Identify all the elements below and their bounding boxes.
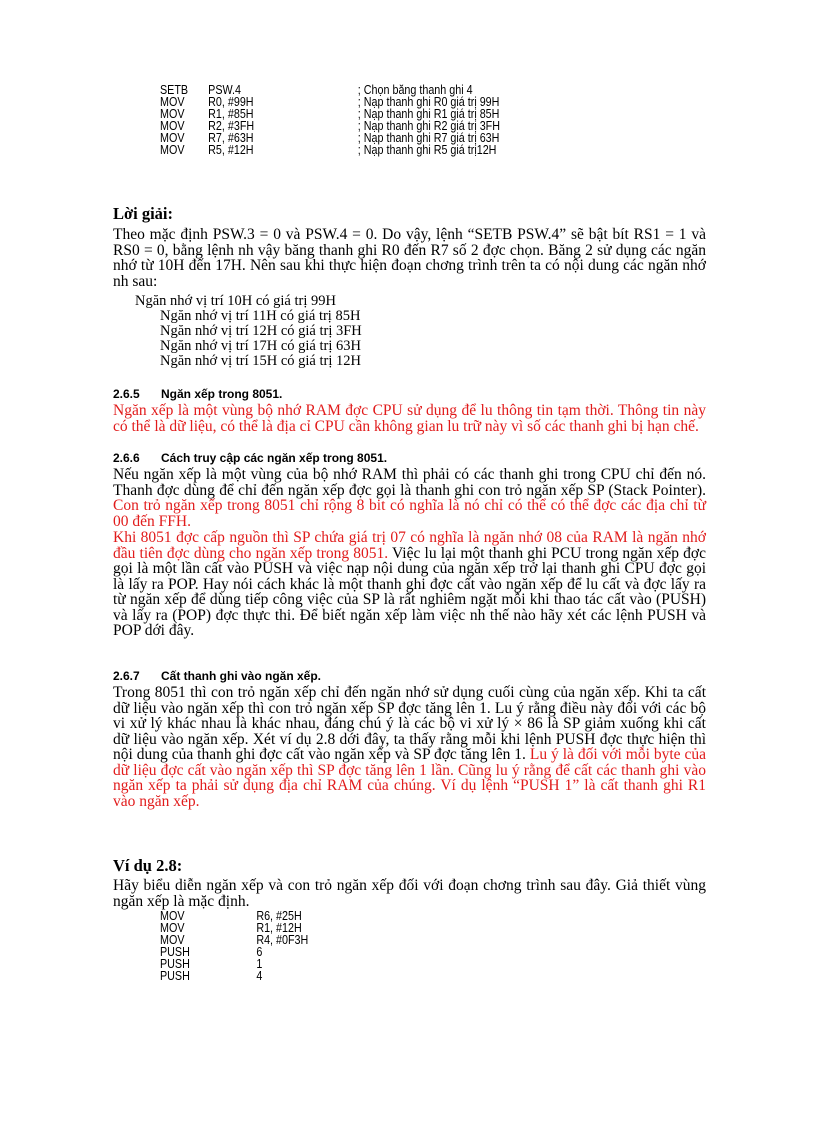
memory-line: Ngăn nhớ vị trí 17H có giá trị 63H <box>160 338 361 354</box>
solution-heading: Lời giải: <box>113 204 174 223</box>
section-heading-266: 2.6.6 Cách truy cập các ngăn xếp trong 8051. <box>113 451 388 465</box>
code-line: MOV R1, #12H <box>160 921 302 935</box>
section-267-paragraph: Trong 8051 thì con trỏ ngăn xếp chỉ đến ngăn nhớ sử dụng cuối cùng của ngăn xếp. Khi ta cất dữ liệu vào ngăn xếp thì con trỏ ngăn xếp SP đợc tăng lên 1. Lu ý rằng điều này đối với các bộ vi xử lý khác nhau là khác nhau, đáng chú ý là các bộ vi xử lý × 86 là SP giảm xuống khi cất dữ liệu vào ngăn xếp. Xét ví dụ 2.8 dới đây, ta thấy rằng mỗi khi lệnh PUSH đợc thực hiện thì nội dung của thanh ghi đợc cất vào ngăn xếp và SP đợc tăng lên 1. Lu ý là đối với mỗi byte của dữ liệu đợc cất vào ngăn xếp thì SP đợc tăng lên 1 lần. Cũng lu ý rằng để cất các thanh ghi vào ngăn xếp ta phải sử dụng địa chỉ RAM của chúng. Ví dụ lệnh “PUSH 1” là cất thanh ghi R1 vào ngăn xếp. <box>113 684 706 810</box>
code-line: MOV R2, #3FH ; Nạp thanh ghi R2 giá trị 3FH <box>160 119 501 133</box>
code-line: MOV R0, #99H ; Nạp thanh ghi R0 giá trị 99H <box>160 95 500 109</box>
section-266-paragraph-2: Khi 8051 đợc cấp nguồn thì SP chứa giá trị 07 có nghĩa là ngăn nhớ 08 của RAM là ngăn nhớ đầu tiên đợc dùng cho ngăn xếp trong 8051. Việc lu lại một thanh ghi PCU trong ngăn xếp đợc gọi là một lần cất vào PUSH và việc nạp nội dung của ngăn xếp trở lại thanh ghi CPU đợc gọi là lấy ra POP. Hay nói cách khác là một thanh ghi đợc cất vào ngăn xếp để lu cất và đợc lấy ra từ ngăn xếp để dùng tiếp công việc của SP là rất nghiêm ngặt mỗi khi thao tác cất vào (PUSH) và lấy ra (POP) đợc thực thi. Để biết ngăn xếp làm việc nh thế nào hãy xét các lệnh PUSH và POP dới đây. <box>113 529 706 639</box>
code-line: PUSH 1 <box>160 957 263 971</box>
example-heading: Ví dụ 2.8: <box>113 856 183 875</box>
memory-line: Ngăn nhớ vị trí 15H có giá trị 12H <box>160 353 361 369</box>
code-line: MOV R7, #63H ; Nạp thanh ghi R7 giá trị 63H <box>160 131 500 145</box>
memory-line: Ngăn nhớ vị trí 10H có giá trị 99H <box>135 293 336 309</box>
code-line: PUSH 4 <box>160 969 263 983</box>
code-line: PUSH 6 <box>160 945 263 959</box>
code-block-1 <box>160 84 500 156</box>
code-block-2 <box>160 910 308 982</box>
solution-text: Theo mặc định PSW.3 = 0 và PSW.4 = 0. Do vậy, lệnh “SETB PSW.4” sẽ bật bít RS1 = 1 và RS0 = 0, bằng lệnh nh vậy băng thanh ghi R0 đến R7 số 2 đợc chọn. Băng 2 sử dụng các ngăn nhớ từ 10H đến 17H. Nên sau khi thực hiện đoạn chơng trình trên ta có nội dung các ngăn nhớ nh sau: <box>113 226 706 290</box>
section-heading-267: 2.6.7 Cất thanh ghi vào ngăn xếp. <box>113 669 322 683</box>
code-line: MOV R4, #0F3H <box>160 933 309 947</box>
section-266-paragraph-1: Nếu ngăn xếp là một vùng của bộ nhớ RAM thì phải có các thanh ghi trong CPU chỉ đến nó. Thanh đợc dùng để chỉ đến ngăn xếp đợc gọi là thanh ghi con trỏ ngăn xếp SP (Stack Pointer). Con trỏ ngăn xếp trong 8051 chỉ rộng 8 bit có nghĩa là nó chỉ có thể có thể đợc các địa chỉ từ 00 đến FFH. <box>113 466 706 530</box>
section-265-text: Ngăn xếp là một vùng bộ nhớ RAM đợc CPU sử dụng để lu thông tin tạm thời. Thông tin này có thể là dữ liệu, có thể là địa cỉ CPU cần không gian lu trữ này vì số các thanh ghi bị hạn chế. <box>113 402 706 435</box>
code-line: MOV R1, #85H ; Nạp thanh ghi R1 giá trị 85H <box>160 107 500 121</box>
code-line: MOV R5, #12H ; Nạp thanh ghi R5 giá trị12H <box>160 143 497 157</box>
memory-line: Ngăn nhớ vị trí 11H có giá trị 85H <box>160 308 361 324</box>
example-text: Hãy biểu diễn ngăn xếp và con trỏ ngăn xếp đối với đoạn chơng trình sau đây. Giả thiết vùng ngăn xếp là mặc định. <box>113 877 706 910</box>
section-heading-265: 2.6.5 Ngăn xếp trong 8051. <box>113 387 283 401</box>
code-line: MOV R6, #25H <box>160 909 302 923</box>
code-line: SETB PSW.4 ; Chọn băng thanh ghi 4 <box>160 83 473 97</box>
memory-line: Ngăn nhớ vị trí 12H có giá trị 3FH <box>160 323 362 339</box>
